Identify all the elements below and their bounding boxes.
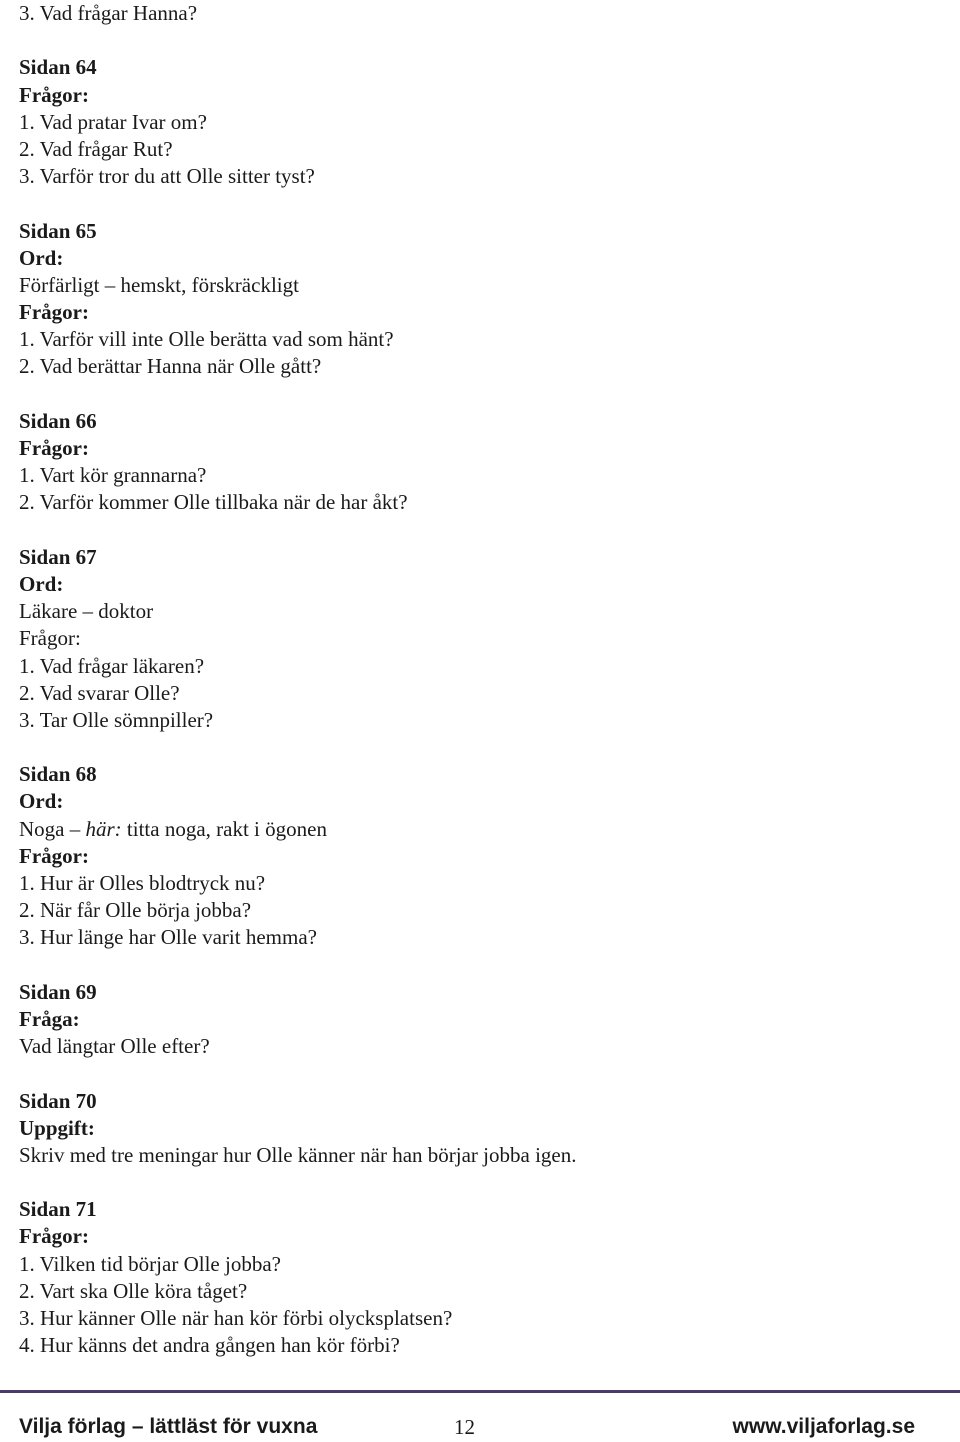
footer-website: www.viljaforlag.se	[732, 1415, 915, 1438]
footer-publisher: Vilja förlag – lättläst för vuxna	[19, 1415, 318, 1438]
text-fragment: titta noga, rakt i ögonen	[121, 816, 327, 841]
text-line: 1. Vad pratar Ivar om?	[19, 109, 207, 134]
text-line: 2. Vad frågar Rut?	[19, 136, 173, 161]
section-label: Frågor:	[19, 300, 89, 325]
section-label: Ord:	[19, 789, 64, 814]
blank-line	[19, 381, 939, 408]
text-line: 3. Vad frågar Hanna?	[19, 1, 198, 25]
page-number: 12	[454, 1414, 475, 1439]
text-line: Förfärligt – hemskt, förskräckligt	[19, 272, 299, 297]
section-label: Frågor:	[19, 1224, 89, 1249]
text-line: 1. Vad frågar läkaren?	[19, 653, 205, 678]
text-line: 1. Vilken tid börjar Olle jobba?	[19, 1251, 281, 1276]
section-heading: Sidan 71	[19, 1197, 97, 1222]
text-fragment: här:	[85, 816, 122, 841]
text-line: 3. Varför tror du att Olle sitter tyst?	[19, 164, 315, 189]
section-heading: Sidan 68	[19, 762, 97, 787]
section-heading: Sidan 66	[19, 408, 97, 433]
text-line: 2. Varför kommer Olle tillbaka när de har åkt?	[19, 490, 408, 515]
blank-line	[19, 517, 939, 544]
text-line	[19, 816, 939, 843]
text-line: 2. När får Olle börja jobba?	[19, 898, 252, 923]
section-heading: Sidan 67	[19, 544, 97, 569]
blank-line	[19, 27, 939, 54]
section-heading: Sidan 69	[19, 979, 97, 1004]
section-label: Frågor:	[19, 436, 89, 460]
text-line: 1. Vart kör grannarna?	[19, 463, 207, 488]
section-label: Frågor:	[19, 82, 89, 107]
section-label: Ord:	[19, 245, 64, 270]
section-label: Fråga:	[19, 1006, 80, 1031]
text-line: Läkare – doktor	[19, 599, 154, 624]
text-line: 3. Hur känner Olle när han kör förbi olycksplatsen?	[19, 1306, 453, 1330]
section-label: Ord:	[19, 571, 64, 596]
text-line: 2. Vad berättar Hanna när Olle gått?	[19, 354, 322, 379]
text-line: 3. Hur länge har Olle varit hemma?	[19, 925, 317, 950]
section-label: Frågor:	[19, 843, 89, 868]
blank-line	[19, 952, 939, 979]
blank-line	[19, 734, 939, 761]
document-body	[19, 0, 939, 1359]
page-footer	[19, 1412, 915, 1442]
blank-line	[19, 1060, 939, 1087]
text-fragment: Noga –	[19, 816, 86, 841]
section-heading: Sidan 64	[19, 55, 97, 80]
text-line: 3. Tar Olle sömnpiller?	[19, 707, 214, 732]
section-heading: Sidan 65	[19, 218, 97, 243]
text-line: Vad längtar Olle efter?	[19, 1034, 210, 1059]
section-label: Uppgift:	[19, 1115, 95, 1140]
section-heading: Sidan 70	[19, 1088, 97, 1113]
footer-rule	[0, 1390, 960, 1393]
text-line: Frågor:	[19, 626, 81, 651]
text-line: 1. Hur är Olles blodtryck nu?	[19, 871, 266, 895]
text-line: 2. Vart ska Olle köra tåget?	[19, 1278, 248, 1303]
blank-line	[19, 1169, 939, 1196]
text-line: 1. Varför vill inte Olle berätta vad som hänt?	[19, 327, 394, 352]
blank-line	[19, 190, 939, 217]
text-line: 4. Hur känns det andra gången han kör förbi?	[19, 1333, 400, 1358]
text-line: Skriv med tre meningar hur Olle känner när han börjar jobba igen.	[19, 1142, 577, 1167]
text-line: 2. Vad svarar Olle?	[19, 680, 180, 705]
